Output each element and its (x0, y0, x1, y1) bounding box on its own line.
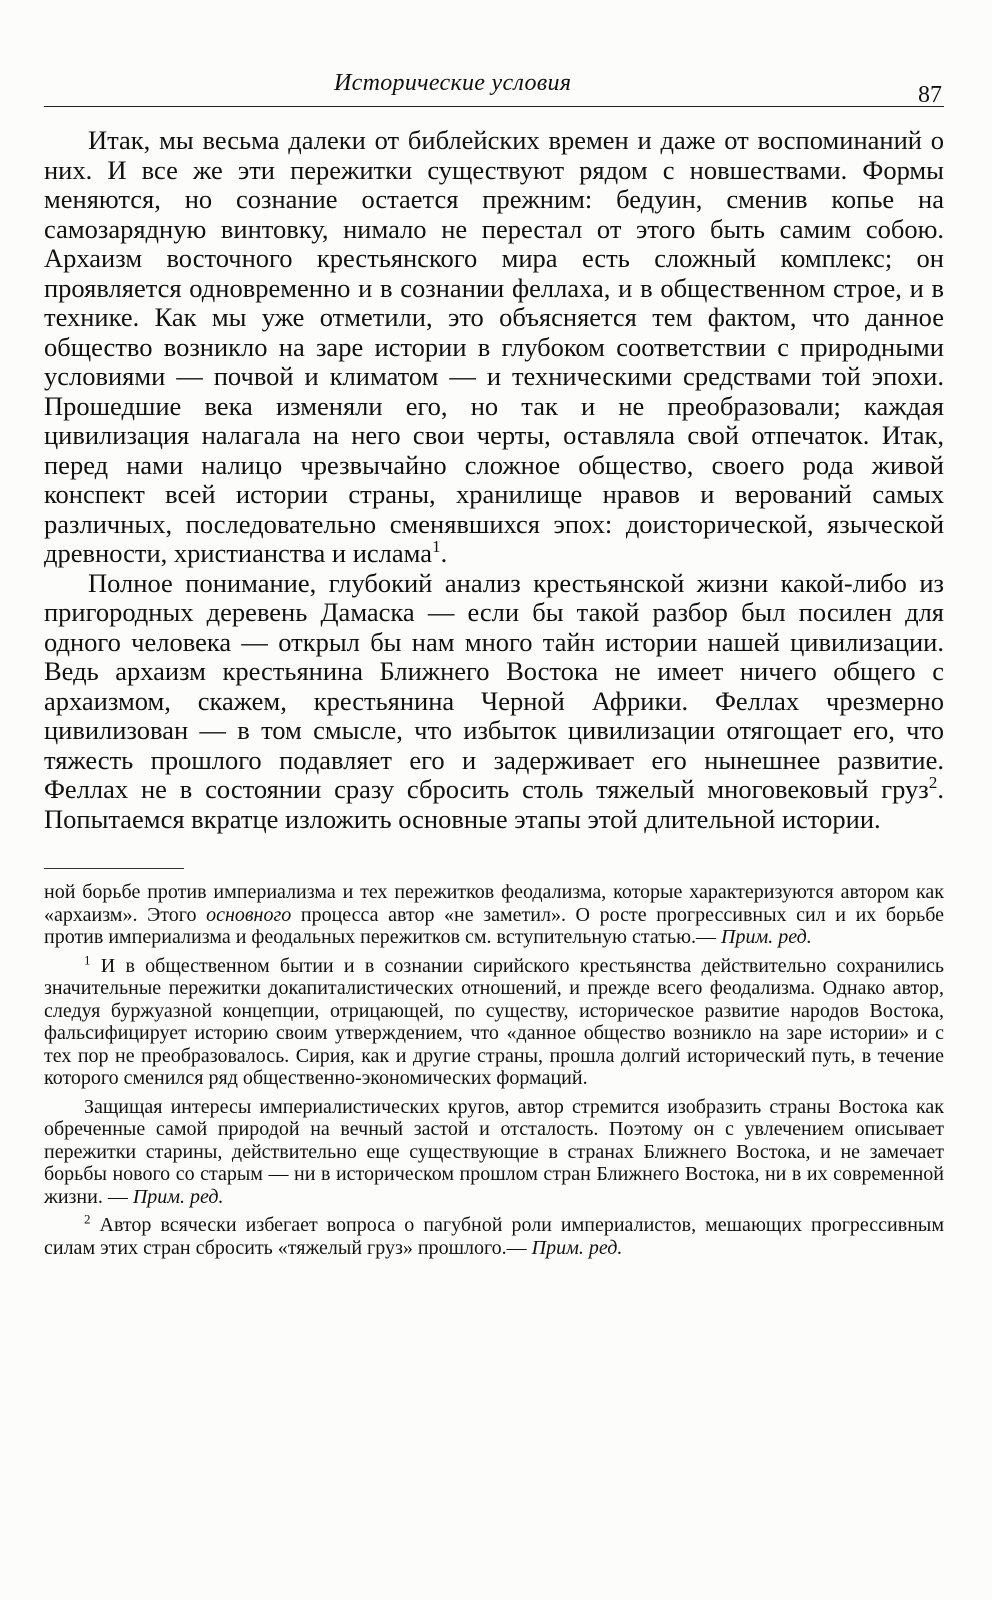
editor-note-signature: Прим. ред. (531, 1236, 623, 1259)
footnote-continuation (44, 881, 944, 949)
footnote-1-mark: 1 (84, 951, 91, 967)
editor-note-signature: Прим. ред. (132, 1185, 224, 1208)
paragraph-2-text: Полное понимание, глубокий анализ крестьянской жизни какой-либо из пригородных деревень Дамаска — если бы такой разбор был посилен для одного человека — открыл бы нам много тайн истории нашей цивилизации. Ведь архаизм крестьянина Ближнего Востока не имеет ничего общего с архаизмом, скажем, крестьянина Черной Африки. Феллах чрезмерно цивилизован — в том смысле, что избыток цивилизации отягощает его, что тяжесть прошлого подавляет его и задерживает его нынешнее развитие. Феллах не в состоянии сразу сбросить столь тяжелый многовековый груз (44, 567, 944, 804)
footnote-1 (44, 951, 944, 1090)
page-number: 87 (918, 82, 942, 108)
footnote-2-text: Автор всячески избегает вопроса о пагубной роли империалистов, мешающих прогрессивным силам этих стран сбросить «тяжелый груз» прошлого.— (44, 1214, 944, 1259)
paragraph-1-text: Итак, мы весьма далеки от библейских времен и даже от воспоминаний о них. И все же эти пережитки существуют рядом с новшествами. Формы меняются, но сознание остается прежним: бедуин, сменив копье на самозарядную винтовку, нимало не перестал от этого быть самим собою. Архаизм восточного крестьянского мира есть сложный комплекс; он проявляется одновременно и в сознании феллаха, и в общественном строе, и в технике. Как мы уже отметили, это объясняется тем фактом, что данное общество возникло на заре истории в глубоком соответствии с природными условиями — почвой и климатом — и техническими средствами той эпохи. Прошедшие века изменяли его, но так и не преобразовали; каждая цивилизация налагала на него свои черты, оставляла свой отпечаток. Итак, перед нами налицо чрезвычайно сложное общество, своего рода живой конспект всей истории страны, хранилище нравов и верований самых различных, последовательно сменявшихся эпох: доисторической, языческой древности, христианства и ислама (44, 125, 944, 568)
footnote-1-text: И в общественном бытии и в сознании сирийского крестьянства действительно сохранились значительные пережитки докапиталистических отношений, и прежде всего феодализма. Однако автор, следуя буржуазной концепции, отрицающей, по существу, историческое развитие народов Востока, фальсифицирует историю своим утверждением, что «данное общество возникло на заре истории» и с тех пор не преобразовалось. Сирия, как и другие страны, прошла долгий исторический путь, в течение которого сменился ряд общественно-экономических формаций. (44, 954, 944, 1089)
paragraph-1-end: . (440, 538, 448, 568)
footnotes (44, 881, 944, 1259)
header-rule (44, 106, 944, 107)
footnote-separator (44, 868, 184, 869)
book-page (44, 70, 944, 1259)
footnote-continuation-text-2: процесса автор «не заметил». О росте прогрессивных сил и их борьбе против империализма и феодальных пережитков см. вступительную статью.— (44, 903, 944, 948)
footnote-1-paragraph-2-text: Защищая интересы империалистических кругов, автор стремится изобразить страны Востока как обреченные самой природой на вечный застой и отсталость. Поэтому он с увлечением описывает пережитки старины, действительно еще существующие в странах Ближнего Востока, и не замечает борьбы нового со старым — ни в историческом прошлом стран Ближнего Востока, ни в их современной жизни. — (44, 1095, 944, 1208)
editor-note-signature: Прим. ред. (721, 926, 812, 948)
paragraph-1 (44, 126, 944, 569)
paragraph-2-end: . Попытаемся вкратце изложить основные этапы этой длительной истории. (44, 774, 944, 834)
footnote-ref-1: 1 (432, 537, 441, 557)
footnote-2-mark: 2 (84, 1211, 91, 1227)
main-text (44, 126, 944, 834)
footnote-emphasis: основного (206, 903, 292, 926)
running-title: Исторические условия (334, 70, 572, 96)
footnote-ref-2: 2 (928, 773, 938, 793)
paragraph-2 (44, 569, 944, 835)
footnote-2 (44, 1211, 944, 1259)
page-header (44, 70, 944, 110)
footnote-1-paragraph-2 (44, 1096, 944, 1209)
footnote-continuation-text: ной борьбе против империализма и тех пережитков феодализма, которые характеризуются автором как «архаизм». Этого (44, 881, 944, 926)
